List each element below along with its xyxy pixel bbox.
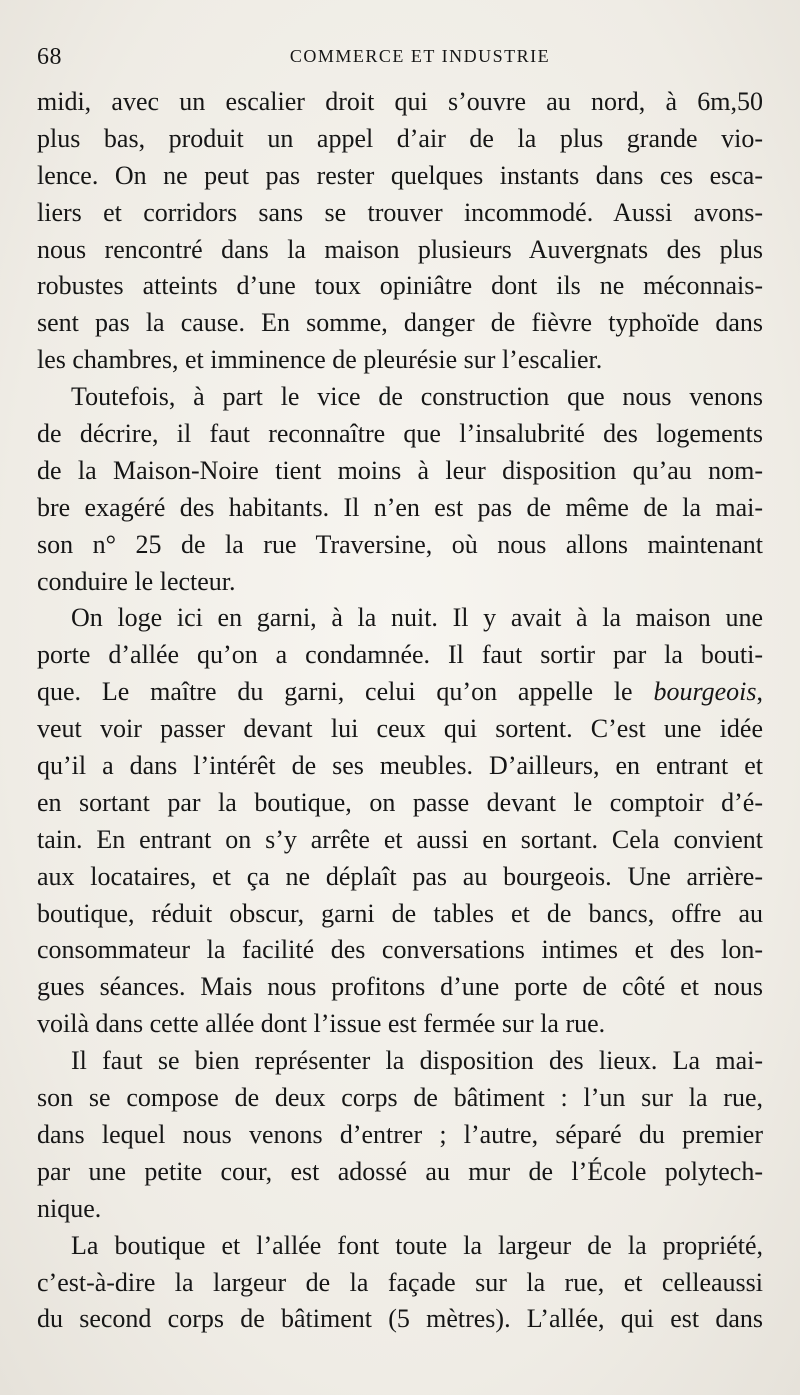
text-line: voilà dans cette allée dont l’issue est fermée sur la rue. — [37, 1009, 606, 1039]
text-line: gues séances. Mais nous profitons d’une porte de côté et nous — [37, 972, 763, 1002]
text-line: liers et corridors sans se trouver incommodé. Aussi avons- — [37, 197, 763, 227]
text-line: dans lequel nous venons d’entrer ; l’autre, séparé du premier — [37, 1119, 763, 1149]
text-line: veut voir passer devant lui ceux qui sortent. C’est une idée — [37, 714, 763, 744]
text-line: par une petite cour, est adossé au mur de l’École polytech- — [37, 1156, 763, 1186]
text-line: Toutefois, à part le vice de construction que nous venons — [71, 382, 763, 412]
text-line: porte d’allée qu’on a condamnée. Il faut sortir par la bouti- — [37, 640, 763, 670]
text-line: en sortant par la boutique, on passe devant le comptoir d’é- — [37, 787, 763, 817]
text-line: que. Le maître du garni, celui qu’on appelle le bourgeois, — [37, 677, 763, 707]
text-line: bre exagéré des habitants. Il n’en est pas de même de la mai- — [37, 492, 763, 522]
text-line: On loge ici en garni, à la nuit. Il y avait à la maison une — [71, 603, 763, 633]
text-line: de décrire, il faut reconnaître que l’insalubrité des logements — [37, 419, 763, 449]
text-line: tain. En entrant on s’y arrête et aussi en sortant. Cela convient — [37, 824, 763, 854]
text-line: midi, avec un escalier droit qui s’ouvre au nord, à 6m,50 — [37, 87, 763, 116]
text-line: boutique, réduit obscur, garni de tables et de bancs, offre au — [37, 898, 763, 928]
text-line: les chambres, et imminence de pleurésie sur l’escalier. — [37, 345, 603, 375]
running-head: COMMERCE ET INDUSTRIE — [289, 46, 551, 66]
text-line: La boutique et l’allée font toute la largeur de la propriété, — [71, 1230, 763, 1260]
text-line: Il faut se bien représenter la disposition des lieux. La mai- — [71, 1046, 763, 1076]
italic-word: bourgeois — [653, 677, 757, 707]
text-line: nous rencontré dans la maison plusieurs Auvergnats des plus — [37, 234, 763, 264]
text-line: robustes atteints d’une toux opiniâtre dont ils ne méconnais- — [37, 271, 763, 301]
text-line: consommateur la facilité des conversations intimes et des lon- — [37, 935, 763, 965]
text-line: son se compose de deux corps de bâtiment : l’un sur la rue, — [37, 1083, 763, 1113]
text-line: son n° 25 de la rue Traversine, où nous allons maintenant — [37, 529, 763, 559]
page-header — [35, 38, 765, 78]
text-line: qu’il a dans l’intérêt de ses meubles. D’ailleurs, en entrant et — [37, 751, 763, 781]
text-line: c’est-à-dire la largeur de la façade sur la rue, et celleaussi — [37, 1267, 763, 1297]
body-text — [37, 84, 763, 1338]
text-line: lence. On ne peut pas rester quelques instants dans ces esca- — [37, 160, 763, 190]
page-number: 68 — [37, 44, 62, 70]
text-line: du second corps de bâtiment (5 mètres). L’allée, qui est dans — [37, 1304, 763, 1334]
text-line: sent pas la cause. En somme, danger de fièvre typhoïde dans — [37, 308, 763, 338]
text-line: conduire le lecteur. — [37, 566, 236, 596]
text-line: plus bas, produit un appel d’air de la plus grande vio- — [37, 123, 763, 153]
text-line: aux locataires, et ça ne déplaît pas au bourgeois. Une arrière- — [37, 861, 763, 891]
text-line: nique. — [37, 1193, 102, 1223]
text-line: de la Maison-Noire tient moins à leur disposition qu’au nom- — [37, 455, 763, 485]
